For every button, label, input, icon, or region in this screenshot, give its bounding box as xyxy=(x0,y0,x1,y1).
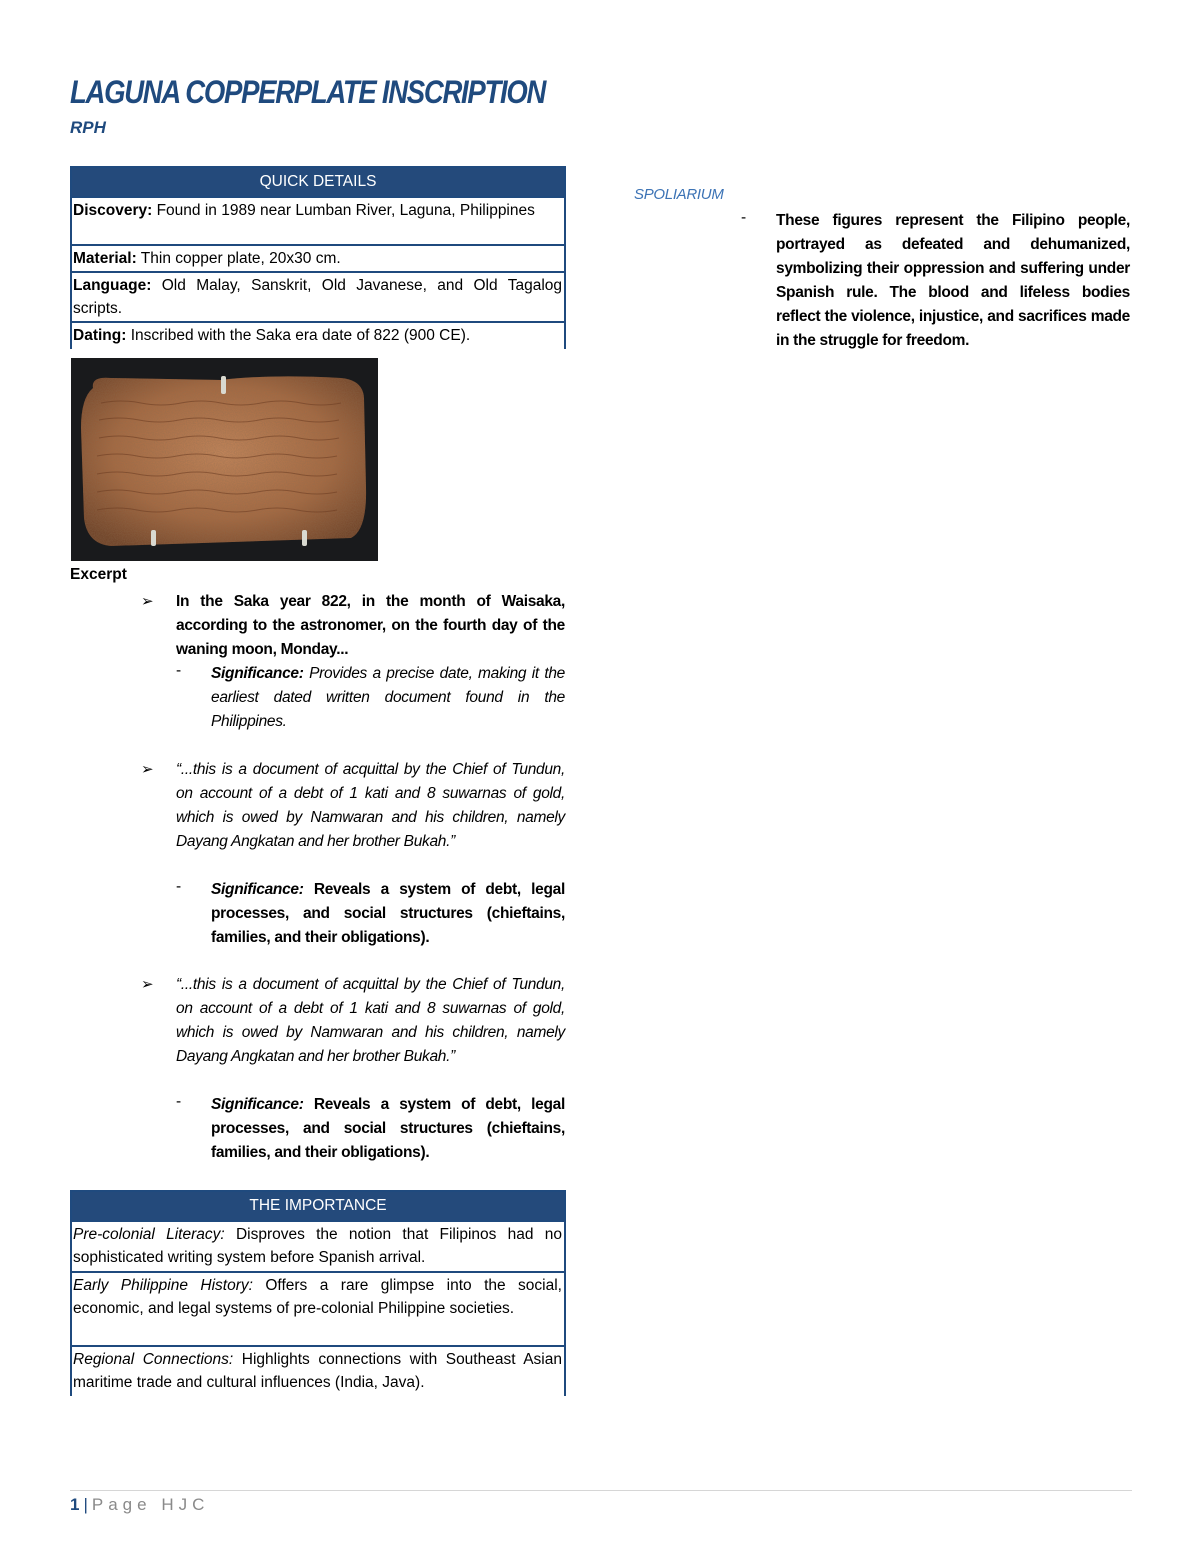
excerpt-quote-2 xyxy=(176,758,565,854)
excerpt-quote-3 xyxy=(176,973,565,1069)
copperplate-image xyxy=(71,358,378,561)
excerpt-heading: Excerpt xyxy=(70,566,127,583)
row-text: Disproves the notion that Filipinos had no sophisticated writing system before Spanish arrival. xyxy=(73,1226,562,1266)
row-text: Highlights connections with Southeast Asian maritime trade and cultural influences (India, Java). xyxy=(73,1351,562,1391)
row-label: Dating: xyxy=(73,327,127,344)
dash-bullet: - xyxy=(741,209,747,226)
importance-heading: THE IMPORTANCE xyxy=(72,1192,564,1220)
excerpt-significance-1 xyxy=(211,662,565,734)
row-label: Language: xyxy=(73,277,152,294)
quick-details-row-discovery xyxy=(72,196,564,244)
copperplate-illustration xyxy=(71,358,378,561)
page-number: 1 xyxy=(70,1495,80,1514)
quick-details-row-dating xyxy=(72,321,564,349)
excerpt-significance-3 xyxy=(211,1093,565,1165)
arrow-bullet-icon: ➢ xyxy=(141,761,154,778)
significance-text: Reveals a system of debt, legal processes, and social structures (chieftains, families, and their obligations). xyxy=(211,881,565,946)
quote-text: In the Saka year 822, in the month of Waisaka, according to the astronomer, on the fourth day of the waning moon, Monday... xyxy=(176,593,565,658)
row-label: Pre-colonial Literacy: xyxy=(73,1226,225,1243)
importance-row-literacy xyxy=(72,1220,564,1271)
footer-separator: | xyxy=(83,1495,88,1514)
document-subtitle: RPH xyxy=(70,118,106,137)
excerpt-quote-1 xyxy=(176,590,565,662)
row-label: Early Philippine History: xyxy=(73,1277,253,1294)
significance-label: Significance: xyxy=(211,665,304,682)
row-label: Material: xyxy=(73,250,137,267)
significance-label: Significance: xyxy=(211,1096,304,1113)
row-text: Thin copper plate, 20x30 cm. xyxy=(140,250,341,267)
footer-divider xyxy=(70,1490,1132,1491)
row-label: Discovery: xyxy=(73,202,153,219)
quote-text: “...this is a document of acquittal by the Chief of Tundun, on account of a debt of 1 kati and 8 suwarnas of gold, which is owed by Namwaran and his children, namely Dayang Angkatan and her brother Bukah.” xyxy=(176,976,565,1065)
dash-bullet: - xyxy=(176,662,182,679)
quick-details-table xyxy=(70,166,566,349)
importance-row-regional xyxy=(72,1345,564,1396)
row-text: Inscribed with the Saka era date of 822 (900 CE). xyxy=(130,327,471,344)
significance-label: Significance: xyxy=(211,881,304,898)
quick-details-heading: QUICK DETAILS xyxy=(72,168,564,196)
dash-bullet: - xyxy=(176,1093,182,1110)
row-text: Offers a rare glimpse into the social, economic, and legal systems of pre-colonial Philippine societies. xyxy=(73,1277,562,1317)
importance-table xyxy=(70,1190,566,1396)
page-footer xyxy=(70,1495,209,1515)
quick-details-row-material xyxy=(72,244,564,271)
page-label: Page HJC xyxy=(91,1495,210,1514)
row-label: Regional Connections: xyxy=(73,1351,234,1368)
spoliarium-text: These figures represent the Filipino people, portrayed as defeated and dehumanized, symbolizing their oppression and suffering under Spanish rule. The blood and lifeless bodies reflect the violence, injustice, and sacrifices made in the struggle for freedom. xyxy=(776,212,1130,349)
importance-row-history xyxy=(72,1271,564,1345)
row-text: Found in 1989 near Lumban River, Laguna, Philippines xyxy=(156,202,535,219)
quick-details-row-language xyxy=(72,271,564,321)
row-text: Old Malay, Sanskrit, Old Javanese, and Old Tagalog scripts. xyxy=(73,277,562,317)
excerpt-significance-2 xyxy=(211,878,565,950)
arrow-bullet-icon: ➢ xyxy=(141,976,154,993)
document-title: LAGUNA COPPERPLATE INSCRIPTION xyxy=(70,74,546,110)
significance-text: Reveals a system of debt, legal processes, and social structures (chieftains, families, and their obligations). xyxy=(211,1096,565,1161)
arrow-bullet-icon: ➢ xyxy=(141,593,154,610)
dash-bullet: - xyxy=(176,878,182,895)
spoliarium-heading: SPOLIARIUM xyxy=(634,186,724,203)
significance-text: Provides a precise date, making it the earliest dated written document found in the Philippines. xyxy=(211,665,565,730)
quote-text: “...this is a document of acquittal by the Chief of Tundun, on account of a debt of 1 kati and 8 suwarnas of gold, which is owed by Namwaran and his children, namely Dayang Angkatan and her brother Bukah.” xyxy=(176,761,565,850)
